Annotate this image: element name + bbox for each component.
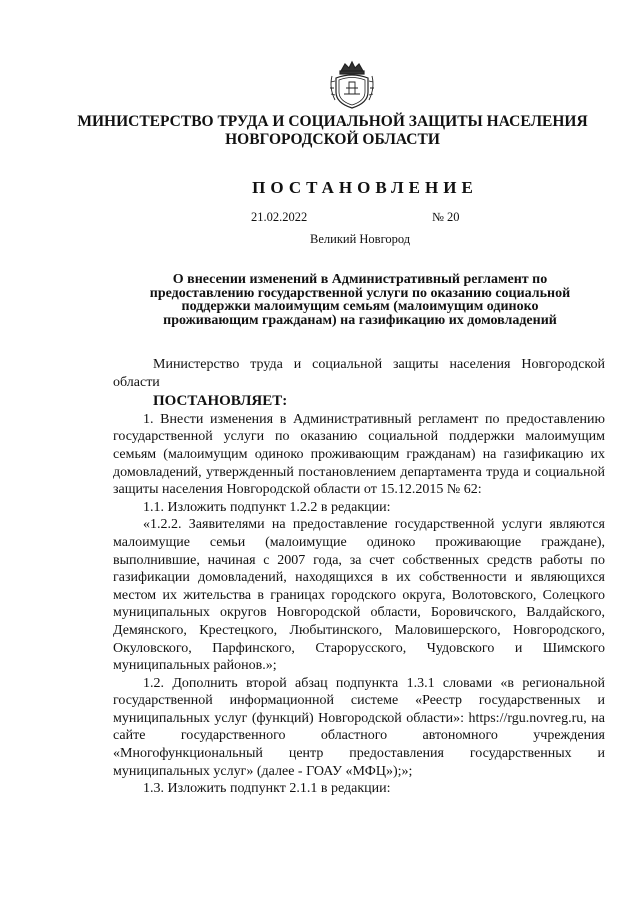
ministry-name-line2: НОВГОРОДСКОЙ ОБЛАСТИ (225, 131, 440, 148)
document-date: 21.02.2022 (251, 210, 308, 224)
item-1-2-paragraph: 1.2. Дополнить второй абзац подпункта 1.3.1 словами «в региональной государственной информационной системе «Реестр государственных и муниципальных услуг (функций) Новгородской области»: https://rgu.novreg.ru, на сайте государственного областного автономного учреждения «Многофункциональный центр предоставления государственных и муниципальных услуг» (далее - ГОАУ «МФЦ»);»; (113, 675, 605, 779)
subject-line: поддержки малоимущим семьям (малоимущим одиноко (181, 299, 539, 314)
resolves-heading: ПОСТАНОВЛЯЕТ: (153, 393, 288, 410)
coat-of-arms-icon (327, 58, 377, 110)
subject-line: проживающим гражданам) на газификацию их домовладений (163, 312, 557, 328)
document-subject (110, 273, 610, 327)
item-1-3-paragraph: 1.3. Изложить подпункт 2.1.1 в редакции: (143, 781, 391, 797)
preamble-paragraph: Министерство труда и социальной защиты населения Новгородской области (113, 357, 605, 390)
subject-line: О внесении изменений в Административный регламент по (172, 272, 548, 287)
item-1-1-paragraph: 1.1. Изложить подпункт 1.2.2 в редакции: (143, 499, 391, 515)
document-city: Великий Новгород (310, 232, 411, 246)
document-number: № 20 (432, 210, 460, 224)
subject-line: предоставлению государственной услуги по оказанию социальной (149, 285, 571, 301)
item-1-paragraph: 1. Внести изменения в Административный регламент по предоставлению государственной услуги по оказанию социальной поддержки малоимущим семьям (малоимущим одиноко проживающим гражданам) на газификацию их домовладений, утвержденный постановлением департамента труда и социальной защиты населения Новгородской области от 15.12.2015 № 62: (113, 411, 605, 498)
document-body (113, 356, 605, 798)
document-type: ПОСТАНОВЛЕНИЕ (252, 178, 478, 197)
item-1-1-text-paragraph: «1.2.2. Заявителями на предоставление государственной услуги являются малоимущие семьи (малоимущие одиноко проживающие граждане), выполнившие, начиная с 2007 года, за счет собственных средств работы по газификации домовладений, находящихся в их собственности и являющихся местом их жительства в границах городского округа, Волотовского, Солецкого муниципальных округов Новгородской области, Боровичского, Валдайского, Демянского, Крестецкого, Любытинского, Маловишерского, Новгородского, Окуловского, Парфинского, Старорусского, Чудовского и Шимского муниципальных районов.»; (113, 517, 605, 674)
ministry-name-line1: МИНИСТЕРСТВО ТРУДА И СОЦИАЛЬНОЙ ЗАЩИТЫ НАСЕЛЕНИЯ (77, 113, 588, 130)
